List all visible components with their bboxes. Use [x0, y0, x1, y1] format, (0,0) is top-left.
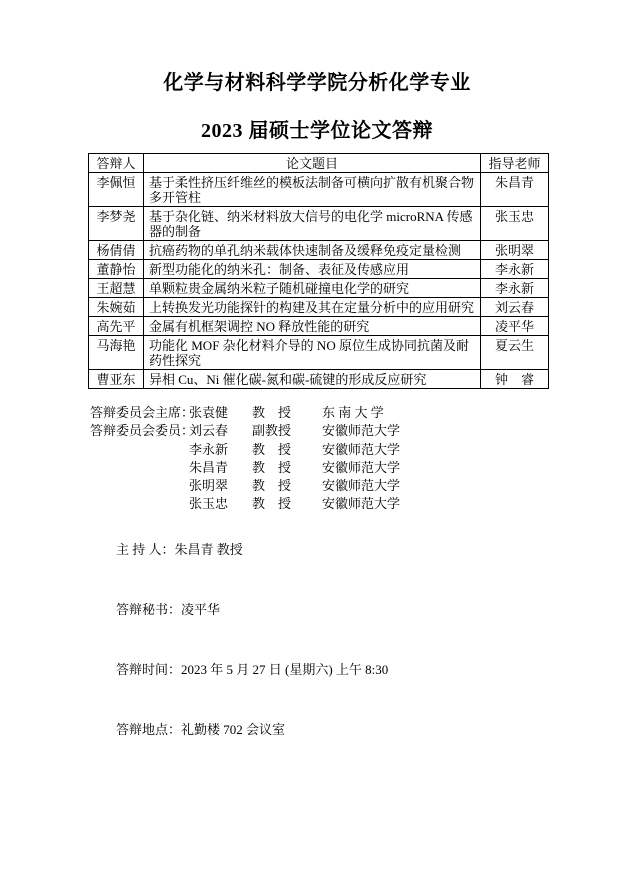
advisor-name: 张明翠 [481, 241, 549, 260]
committee-role-label [90, 477, 189, 495]
thesis-title: 金属有机框架调控 NO 释放性能的研究 [144, 317, 481, 336]
thesis-title: 抗癌药物的单孔纳米载体快速制备及缓释免疫定量检测 [144, 241, 481, 260]
committee-member-affiliation: 东 南 大 学 [322, 405, 384, 420]
committee-member-name: 张玉忠 [189, 496, 229, 512]
committee-role-label [90, 459, 189, 477]
defender-name: 王超慧 [89, 279, 144, 298]
advisor-name: 刘云春 [481, 298, 549, 317]
table-row [89, 298, 549, 317]
committee-member-title: 教 授 [252, 441, 292, 457]
col-header-defender: 答辩人 [89, 154, 144, 173]
committee-row [90, 459, 634, 477]
committee-member-name: 朱昌青 [189, 459, 229, 475]
advisor-name: 钟 睿 [481, 370, 549, 389]
detail-value: 朱昌青 教授 [174, 541, 243, 557]
committee-member-title: 副教授 [252, 423, 292, 439]
detail-label: 主 持 人： [116, 541, 175, 557]
table-row [89, 336, 549, 370]
committee-role-label: 答辩委员会委员： [90, 423, 195, 439]
detail-label: 答辩时间： [116, 661, 182, 677]
table-row [89, 370, 549, 389]
table-header-row [89, 154, 549, 173]
committee-member-affiliation: 安徽师范大学 [322, 496, 401, 512]
table-row [89, 207, 549, 241]
thesis-title: 异相 Cu、Ni 催化碳-氮和碳-硫键的形成反应研究 [144, 370, 481, 389]
detail-value: 2023 年 5 月 27 日 (星期六) 上午 8:30 [181, 661, 389, 677]
committee-role-label [90, 441, 189, 459]
committee-role-label [90, 495, 189, 513]
detail-row [90, 706, 634, 754]
defender-name: 曹亚东 [89, 370, 144, 389]
detail-value: 凌平华 [181, 601, 221, 617]
thesis-title: 基于柔性挤压纤维丝的模板法制备可横向扩散有机聚合物多开管柱 [144, 173, 481, 207]
committee-member-affiliation: 安徽师范大学 [322, 441, 401, 457]
committee-member-title: 教 授 [252, 459, 292, 475]
defender-name: 李梦尧 [89, 207, 144, 241]
committee-row [90, 404, 634, 422]
committee-member-name: 张明翠 [189, 478, 229, 494]
defender-name: 马海艳 [89, 336, 144, 370]
committee-role-label: 答辩委员会主席： [90, 405, 195, 420]
committee-row [90, 477, 634, 495]
committee-member-affiliation: 安徽师范大学 [322, 478, 401, 494]
committee-member-name: 张袁健 [189, 405, 229, 420]
thesis-title: 上转换发光功能探针的构建及其在定量分析中的应用研究 [144, 298, 481, 317]
col-header-thesis-title: 论文题目 [144, 154, 481, 173]
details-section [90, 526, 634, 754]
advisor-name: 朱昌青 [481, 173, 549, 207]
advisor-name: 李永新 [481, 260, 549, 279]
committee-member-affiliation: 安徽师范大学 [322, 423, 401, 439]
committee-member-name: 刘云春 [189, 423, 229, 439]
table-row [89, 260, 549, 279]
table-row [89, 241, 549, 260]
defender-name: 高先平 [89, 317, 144, 336]
detail-label: 答辩地点： [116, 721, 182, 737]
defender-name: 朱婉茹 [89, 298, 144, 317]
defender-name: 杨倩倩 [89, 241, 144, 260]
thesis-title: 新型功能化的纳米孔：制备、表征及传感应用 [144, 260, 481, 279]
detail-value: 礼勤楼 702 会议室 [181, 721, 286, 737]
thesis-title: 单颗粒贵金属纳米粒子随机碰撞电化学的研究 [144, 279, 481, 298]
detail-row [90, 526, 634, 574]
table-row [89, 173, 549, 207]
advisor-name: 夏云生 [481, 336, 549, 370]
advisor-name: 李永新 [481, 279, 549, 298]
col-header-advisor: 指导老师 [481, 154, 549, 173]
thesis-title: 基于杂化链、纳米材料放大信号的电化学 microRNA 传感器的制备 [144, 207, 481, 241]
table-row [89, 317, 549, 336]
committee-member-name: 李永新 [189, 441, 229, 457]
committee-member-title: 教 授 [252, 496, 292, 512]
committee-member-affiliation: 安徽师范大学 [322, 459, 401, 475]
doc-title-line-1: 化学与材料科学学院分析化学专业 [163, 72, 471, 94]
committee-section [90, 404, 634, 514]
committee-member-title: 教 授 [252, 478, 292, 494]
committee-member-title: 教 授 [252, 405, 292, 420]
committee-row [90, 441, 634, 459]
defense-schedule-table [88, 153, 549, 389]
defender-name: 李佩恒 [89, 173, 144, 207]
detail-row [90, 586, 634, 634]
thesis-title: 功能化 MOF 杂化材料介导的 NO 原位生成协同抗菌及耐药性探究 [144, 336, 481, 370]
committee-row [90, 422, 634, 440]
advisor-name: 张玉忠 [481, 207, 549, 241]
doc-title-line-2: 2023 届硕士学位论文答辩 [201, 120, 433, 142]
defender-name: 董静怡 [89, 260, 144, 279]
advisor-name: 凌平华 [481, 317, 549, 336]
detail-row [90, 646, 634, 694]
detail-label: 答辩秘书： [116, 601, 182, 617]
table-row [89, 279, 549, 298]
committee-row [90, 495, 634, 513]
